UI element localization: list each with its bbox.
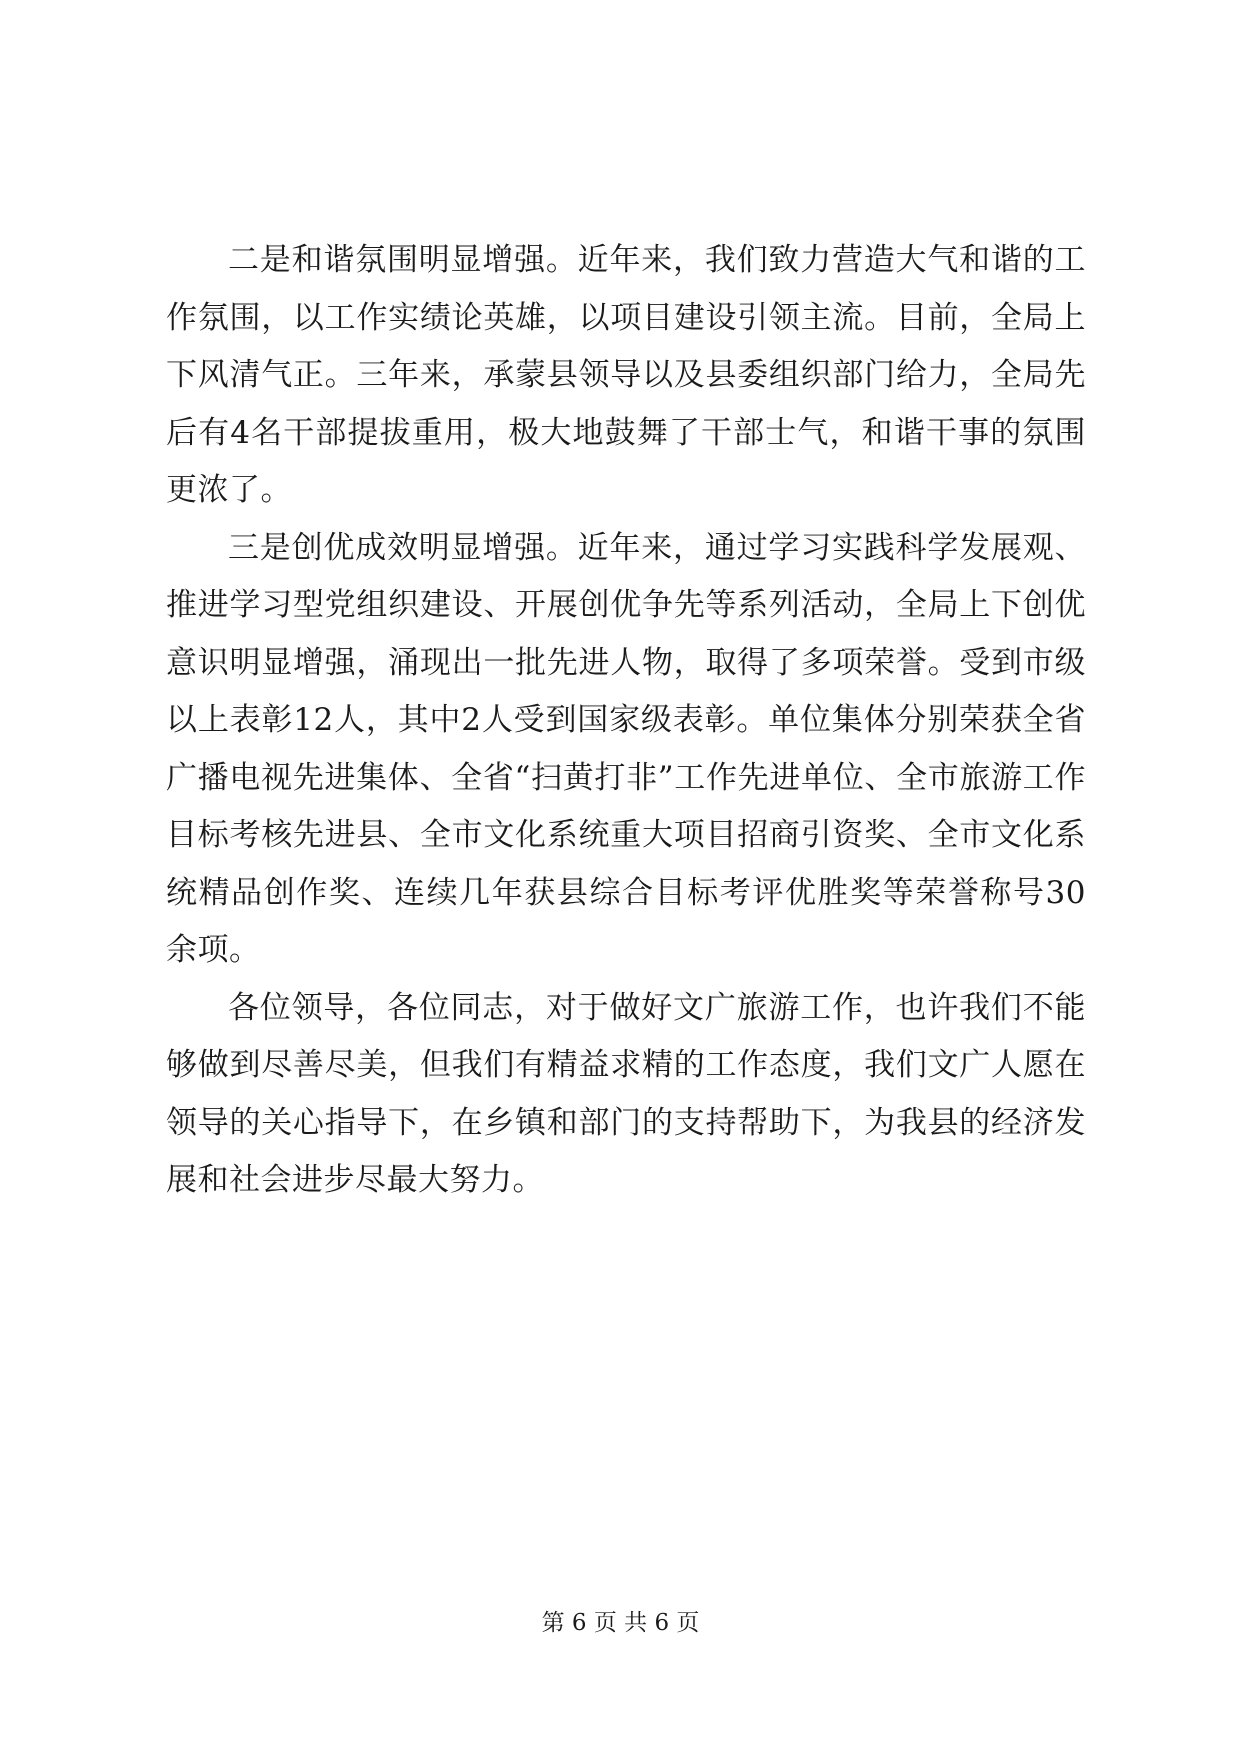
- document-body: [166, 232, 1086, 1210]
- paragraph-excellence: 三是创优成效明显增强。近年来，通过学习实践科学发展观、推进学习型党组织建设、开展创优争先等系列活动，全局上下创优意识明显增强，涌现出一批先进人物，取得了多项荣誉。受到市级以上表彰12人，其中2人受到国家级表彰。单位集体分别荣获全省广播电视先进集体、全省“扫黄打非”工作先进单位、全市旅游工作目标考核先进县、全市文化系统重大项目招商引资奖、全市文化系统精品创作奖、连续几年获县综合目标考评优胜奖等荣誉称号30余项。: [166, 529, 1086, 968]
- paragraph-closing: 各位领导，各位同志，对于做好文广旅游工作，也许我们不能够做到尽善尽美，但我们有精益求精的工作态度，我们文广人愿在领导的关心指导下，在乡镇和部门的支持帮助下，为我县的经济发展和社会进步尽最大努力。: [166, 989, 1086, 1198]
- paragraph-harmony: 二是和谐氛围明显增强。近年来，我们致力营造大气和谐的工作氛围，以工作实绩论英雄，以项目建设引领主流。目前，全局上下风清气正。三年来，承蒙县领导以及县委组织部门给力，全局先后有4名干部提拔重用，极大地鼓舞了干部士气，和谐干事的氛围更浓了。: [166, 242, 1086, 508]
- page-footer: 第 6 页 共 6 页: [541, 1610, 700, 1636]
